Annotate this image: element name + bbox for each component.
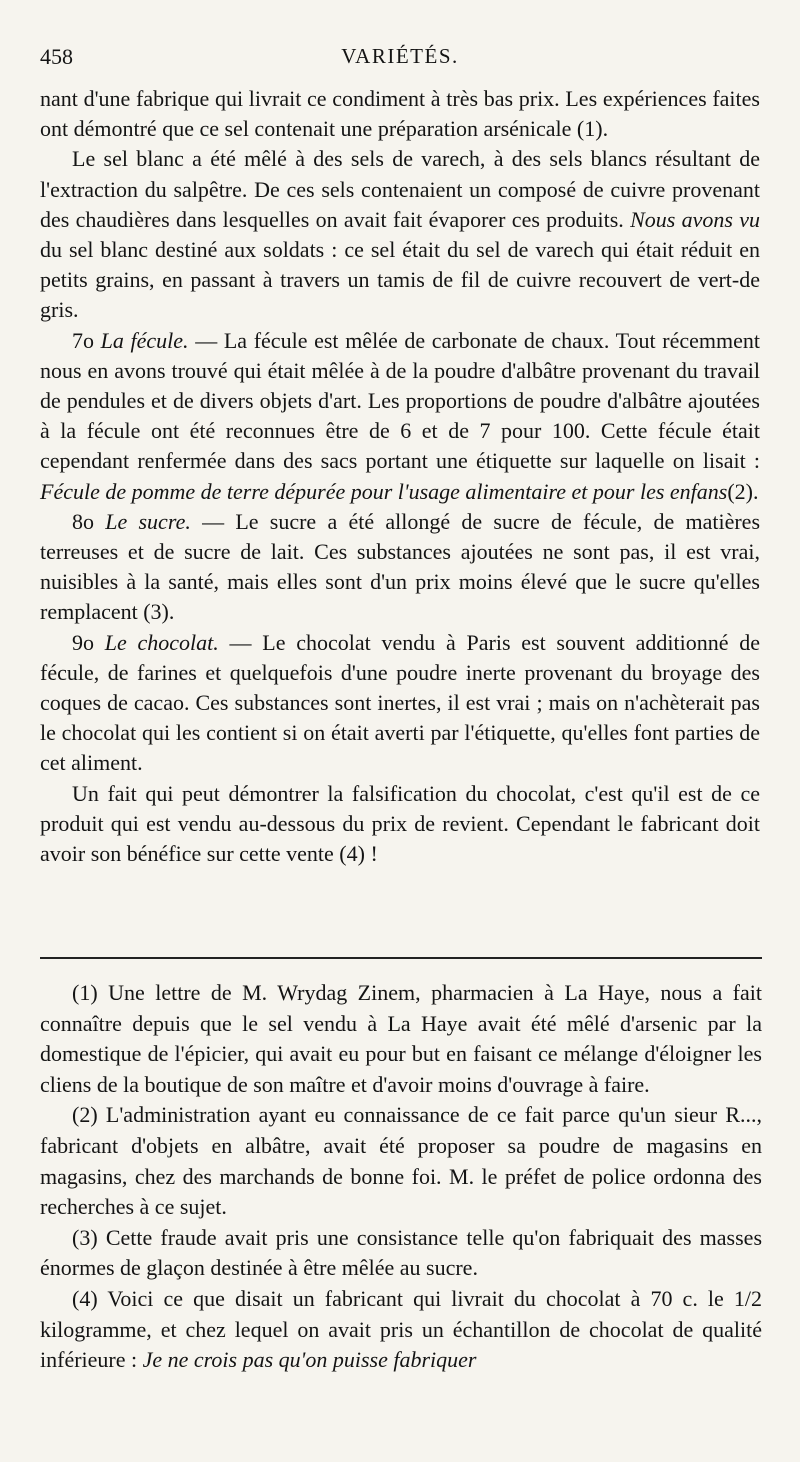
section-title: La fécule. — [100, 327, 189, 353]
section-title: Le sucre. — [105, 508, 191, 534]
paragraph-sucre: 8o Le sucre. — Le sucre a été allongé de sucre de fécule, de matières terreuses et de sucre de lait. Ces substances ajoutées ne sont pas, il est vrai, nuisibles à la santé, mais elles sont d'un prix moins élevé que le sucre qu'elles remplacent (3). — [40, 508, 761, 625]
paragraph-sel-continued: nant d'une fabrique qui livrait ce condiment à très bas prix. Les expériences faites ont démontré que ce sel contenait une préparation arsénicale (1). — [40, 86, 760, 142]
page-number: 458 — [40, 44, 73, 69]
footnote-1: (1) Une lettre de M. Wrydag Zinem, pharmacien à La Haye, nous a fait connaître depuis que le sel vendu à La Haye avait été mêlé d'arsenic par la domestique de l'épicier, qui avait eu pour but en faisant ce mélange d'éloigner les cliens de la boutique de son maître et d'avoir moins d'ouvrage à faire. — [40, 980, 762, 1097]
paragraph-fecule: 7o La fécule. — La fécule est mêlée de carbonate de chaux. Tout récemment nous en avons trouvé qui était mêlée à de la poudre d'albâtre provenant du travail de pendules et de divers objets d'art. Les proportions de poudre d'albâtre ajoutées à la fécule ont été reconnues être de 6 et de 7 pour 100. Cette fécule était cependant renfermée dans des sacs portant une étiquette sur laquelle on lisait : Fécule de pomme de terre dépurée pour l'usage alimentaire et pour les enfans(2). — [40, 327, 760, 504]
footnote-2: (2) L'administration ayant eu connaissance de ce fait parce qu'un sieur R..., fabricant d'objets en albâtre, avait été proposer sa poudre de magasins en magasins, chez des marchands de bonne foi. M. le préfet de police ordonna des recherches à ce sujet. — [40, 1102, 762, 1220]
label-quote: Fécule de pomme de terre dépurée pour l'usage alimentaire et pour les enfans — [40, 478, 728, 504]
paragraph-falsification: Un fait qui peut démontrer la falsification du chocolat, c'est qu'il est de ce produit qui est vendu au-dessous du prix de revient. Cependant le fabricant doit avoir son bénéfice sur cette vente (4) ! — [40, 780, 760, 867]
page-header — [40, 44, 760, 74]
footnote-divider — [40, 957, 762, 959]
section-number: 7o — [72, 327, 94, 353]
paragraph-sel-blanc: Le sel blanc a été mêlé à des sels de varech, à des sels blancs résultant de l'extraction du salpêtre. De ces sels contenaient un composé de cuivre provenant des chaudières dans lesquelles on avait fait évaporer ces produits. Nous avons vu du sel blanc destiné aux soldats : ce sel était du sel de varech qui était réduit en petits grains, en passant à travers un tamis de fil de cuivre recouvert de vert-de gris. — [40, 146, 761, 323]
section-number: 8o — [72, 508, 94, 534]
section-number: 9o — [72, 629, 94, 655]
footnote-3: (3) Cette fraude avait pris une consistance telle qu'on fabriquait des masses énormes de glaçon destinée à être mêlée au sucre. — [40, 1224, 762, 1281]
footnote-4: (4) Voici ce que disait un fabricant qui livrait du chocolat à 70 c. le 1/2 kilogramme, et chez lequel on avait pris un échantillon de chocolat de qualité inférieure : Je ne crois pas qu'on puisse fabriquer — [40, 1285, 762, 1373]
footnotes — [40, 978, 762, 1376]
section-title: Le chocolat. — [104, 629, 219, 655]
running-head: VARIÉTÉS. — [341, 44, 459, 68]
paragraph-chocolat: 9o Le chocolat. — Le chocolat vendu à Paris est souvent additionné de fécule, de farines et quelquefois d'une poudre inerte provenant du broyage des coques de cacao. Ces substances sont inertes, il est vrai ; mais on n'achèterait pas le chocolat qui les contient si on était averti par l'étiquette, qu'elles font parties de cet aliment. — [40, 629, 761, 776]
main-text — [40, 84, 760, 869]
italic-quote: Je ne crois pas qu'on puisse fabriquer — [142, 1347, 477, 1373]
italic-phrase: Nous avons vu — [630, 206, 761, 232]
